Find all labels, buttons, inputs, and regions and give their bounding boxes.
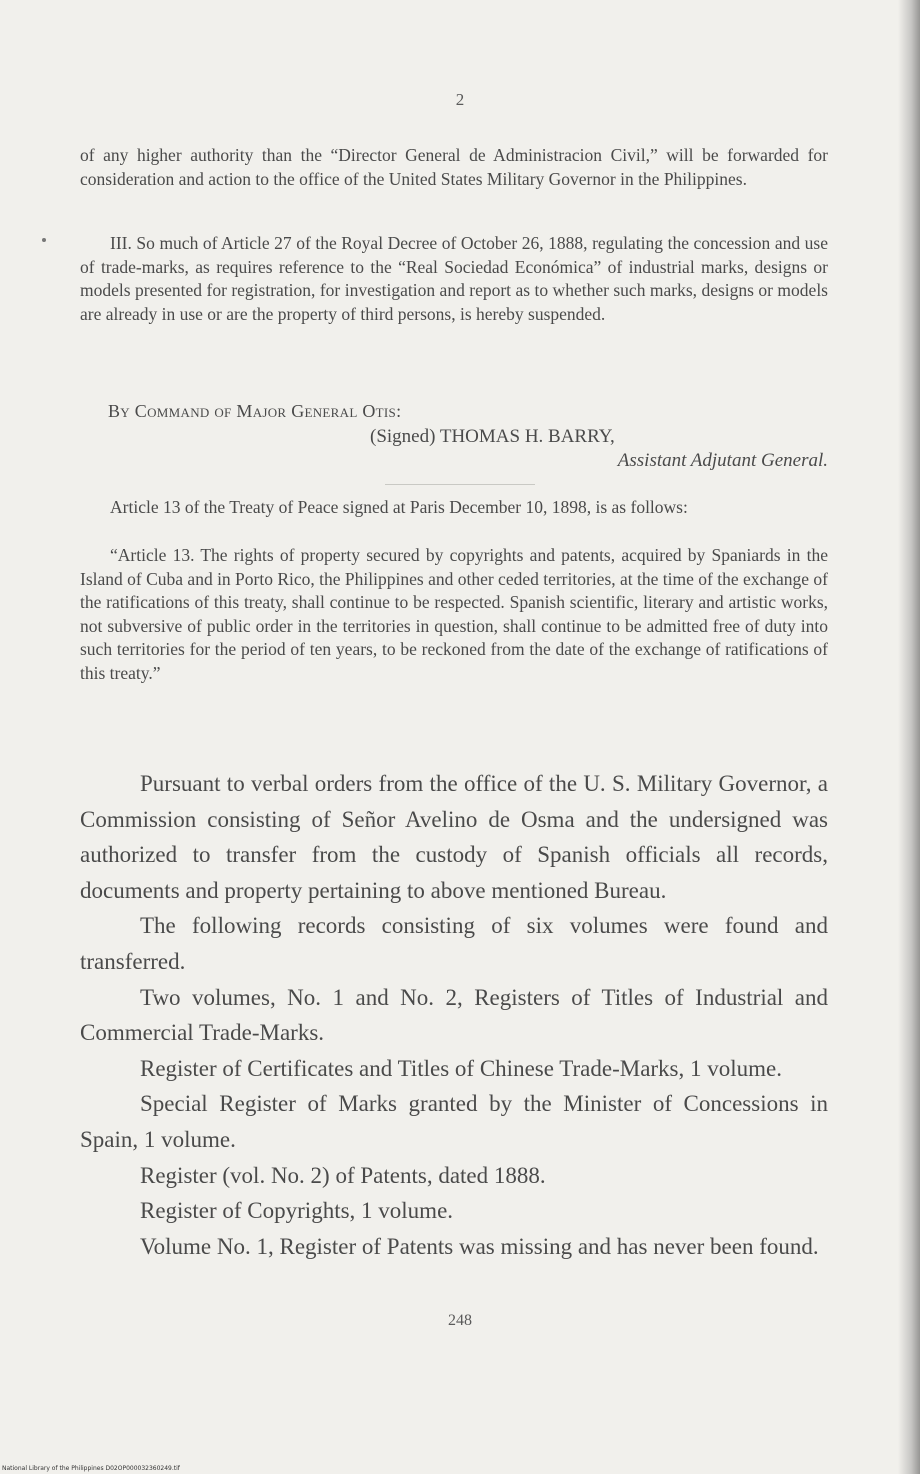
page-number: 2: [455, 90, 465, 109]
treaty-intro: [80, 496, 828, 520]
paragraph: Register (vol. No. 2) of Patents, dated 1888.: [140, 1162, 546, 1188]
paragraph: “Article 13. The rights of property secured by copyrights and patents, acquired by Spaniards in the Island of Cuba and in Porto Rico, the Philippines and other ceded territories, at the time of the exchange of the ratifications of this treaty, shall continue to be respected. Spanish scientific, literary and artistic works, not subversive of public order in the territories in question, shall continue to be admitted free of duty into such territories for the period of ten years, to be reckoned from the date of the exchange of ratifications of this treaty.”: [80, 545, 828, 683]
paragraph: III. So much of Article 27 of the Royal Decree of October 26, 1888, regulating the concession and use of trade-marks, as requires reference to the “Real Sociedad Económica” of industrial marks, designs or models presented for registration, for investigation and report as to whether such marks, designs or models are already in use or are the property of third persons, is hereby suspended.: [80, 233, 828, 324]
section-iii: [80, 232, 828, 326]
paragraph: Special Register of Marks granted by the Minister of Concessions in Spain, 1 volume.: [80, 1091, 828, 1152]
paragraph-continuation: [80, 144, 828, 191]
paragraph: Register of Certificates and Titles of Chinese Trade-Marks, 1 volume.: [140, 1055, 783, 1081]
paragraph: Article 13 of the Treaty of Peace signed at Paris December 10, 1898, is as follows:: [110, 497, 688, 517]
treaty-quote: [80, 544, 828, 686]
margin-mark: [42, 238, 46, 242]
paragraph: Pursuant to verbal orders from the office of the U. S. Military Governor, a Commission consisting of Señor Avelino de Osma and the undersigned was authorized to transfer from the custody of Spanish officials all records, documents and property pertaining to above mentioned Bureau.: [80, 771, 828, 903]
paragraph: of any higher authority than the “Director General de Administracion Civil,” will be forwarded for consideration and action to the office of the United States Military Governor in the Philippines.: [80, 145, 828, 189]
signature-name: (Signed) THOMAS H. BARRY,: [370, 426, 615, 447]
body-text: [80, 766, 828, 1264]
scan-edge-shadow: [898, 0, 920, 1474]
footer-page-number: 248: [448, 1312, 472, 1329]
paragraph: Volume No. 1, Register of Patents was missing and has never been found.: [140, 1233, 819, 1259]
signature-title: Assistant Adjutant General.: [617, 450, 828, 471]
paragraph: Two volumes, No. 1 and No. 2, Registers of Titles of Industrial and Commercial Trade-Marks.: [80, 984, 828, 1046]
paragraph: The following records consisting of six volumes were found and transferred.: [80, 913, 828, 974]
command-line: By Command of Major General Otis:: [108, 401, 402, 421]
paragraph: Register of Copyrights, 1 volume.: [140, 1198, 454, 1224]
divider: [385, 484, 535, 485]
scan-credit: National Library of the Philippines D02OP000032360249.tif: [2, 1465, 180, 1472]
